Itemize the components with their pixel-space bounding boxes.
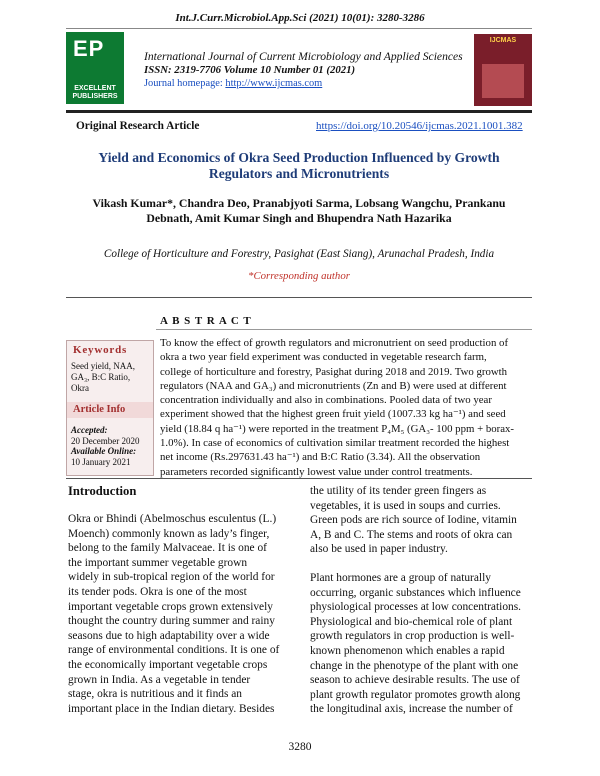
abstract-line: parameters recorded significantly lowest value under control treatments. [160,465,473,478]
body-line: stage, okra is nutritious and it finds an [68,688,242,701]
journal-homepage [144,78,322,89]
intro-left-column [68,512,290,716]
keyword-item: Seed yield, NAA, [71,361,135,371]
body-line: the economically important vegetable crops [68,658,268,671]
abstract-rule [156,329,532,330]
abstract-line: experiment showed that the highest green fruit yield (1007.33 kg ha⁻¹) and seed [160,408,506,421]
section-rule [66,297,532,298]
accepted-label: Accepted: [71,425,108,435]
abstract-body [160,336,532,479]
body-line: widely in sub-tropical region of the world for [68,571,275,584]
corresponding-author-note: *Corresponding author [248,270,350,282]
logo-letters: EP [73,36,105,61]
journal-name: International Journal of Current Microbiology and Applied Sciences [144,50,463,63]
journal-cover [474,34,532,106]
keywords-list [71,361,135,394]
body-line: growth regulators in crop production is well- [310,630,515,643]
keyword-item: GA₃, B:C Ratio, [71,372,131,382]
doi-link[interactable]: https://doi.org/10.20546/ijcmas.2021.1001.382 [316,120,523,132]
body-line: grown in India. As a vegetable in tender [68,673,251,686]
body-line: plant growth regulator promotes growth along [310,688,521,701]
cover-graphic [482,64,524,98]
online-date: 10 January 2021 [71,456,131,467]
body-line: change in the phenotype of the plant with one [310,659,519,672]
title-line-1: Yield and Economics of Okra Seed Production Influenced by Growth [98,150,500,165]
article-title [66,150,532,182]
header-rule [66,28,532,29]
body-line: seasons due to high adaptability over a wide [68,629,270,642]
body-line: belong to the family Malvaceae. It is one of [68,542,267,555]
body-line: range of environmental conditions. It is one of [68,644,280,657]
abstract-line: 1.0%). In case of economics of cultivation similar treatment recorded the highest [160,437,510,450]
abstract-bottom-rule [66,478,532,479]
cover-title: IJCMAS [489,37,517,44]
body-line: the utility of its tender green fingers as [310,485,487,497]
abstract-line: regulators (NAA and GA₃) and micronutrients (Zn and B) were used at different [160,379,507,392]
title-line-2: Regulators and Micronutrients [208,166,390,181]
body-line: Plant hormones are a group of naturally [310,571,491,584]
abstract-line: concentration individually and also in combinations. Pooled data of two year [160,394,492,407]
author-list [66,196,532,227]
publisher-logo [66,32,124,104]
introduction-heading: Introduction [68,484,137,498]
abstract-heading: A B S T R A C T [160,315,252,327]
body-line: physiological processes at low concentrations. [310,601,521,614]
authors-line-1: Vikash Kumar*, Chandra Deo, Pranabjyoti Sarma, Lobsang Wangchu, Prankanu [92,196,506,210]
body-line: season to achieve desirable results. The use of [310,674,520,687]
body-line: Okra or Bhindi (Abelmoschus esculentus (L.) [68,513,277,525]
journal-reference: Int.J.Curr.Microbiol.App.Sci (2021) 10(01): 3280-3286 [175,12,425,24]
body-line: thought the country during summer and rainy [68,615,275,628]
homepage-link[interactable]: http://www.ijcmas.com [225,78,323,89]
article-dates [71,425,139,467]
affiliation: College of Horticulture and Forestry, Pasighat (East Siang), Arunachal Pradesh, India [103,248,495,260]
body-line: its tender pods. Okra is one of the most [68,585,247,598]
body-line: Moench) commonly known as lady’s finger, [68,527,270,540]
body-line: vegetables, it is used in soups and curries. [310,499,501,512]
page-number: 3280 [288,741,312,753]
body-line: Green pods are rich source of Iodine, vitamin [310,514,517,527]
keywords-heading: Keywords [73,344,128,356]
body-line: Physiological and bio-chemical role of plant [310,615,513,628]
abstract-line: yield (18.84 q ha⁻¹) were reported in the treatment P₄M₅ (GA₃- 100 ppm + borax- [160,422,515,435]
logo-text: EXCELLENT PUBLISHERS [72,85,118,100]
accepted-date: 20 December 2020 [71,435,140,446]
intro-right-column [310,484,532,717]
body-line: also be used in paper industry. [310,543,448,556]
body-line: known phenomenon which enables a rapid [310,644,505,657]
homepage-label: Journal homepage: [144,78,226,89]
body-line: A, B and C. The stems and roots of okra can [310,528,513,541]
body-line: the longitudinal axis, increase the number of [310,703,513,716]
body-line: the important summer vegetable grown [68,556,248,569]
abstract-line: net income (Rs.297631.43 ha⁻¹) and B:C Ratio (3.34). All the observation [160,451,481,464]
body-line: important vegetable crops grown extensively [68,600,273,613]
header-thick-rule [66,110,532,113]
paragraph-gap [310,557,532,571]
body-line: occurring, organic substances which influence [310,586,521,599]
abstract-line: To know the effect of growth regulators and micronutrient on seed production of [160,337,509,349]
keyword-item: Okra [71,383,89,393]
article-info-bar [67,402,153,418]
abstract-line: okra a two year field experiment was conducted in vegetable research farm, [160,351,487,364]
keywords-sidebar [66,340,154,476]
online-label: Available Online: [71,446,137,457]
issn-volume: ISSN: 2319-7706 Volume 10 Number 01 (2021) [144,64,356,76]
abstract-line: college of horticulture and forestry, Pasighat during 2018 and 2019. Two growth [160,365,508,378]
article-info-heading: Article Info [73,404,126,415]
body-line: important place in the Indian dietary. Besides [68,702,275,715]
article-type: Original Research Article [76,120,200,132]
authors-line-2: Debnath, Amit Kumar Singh and Bhupendra Nath Hazarika [146,211,452,226]
